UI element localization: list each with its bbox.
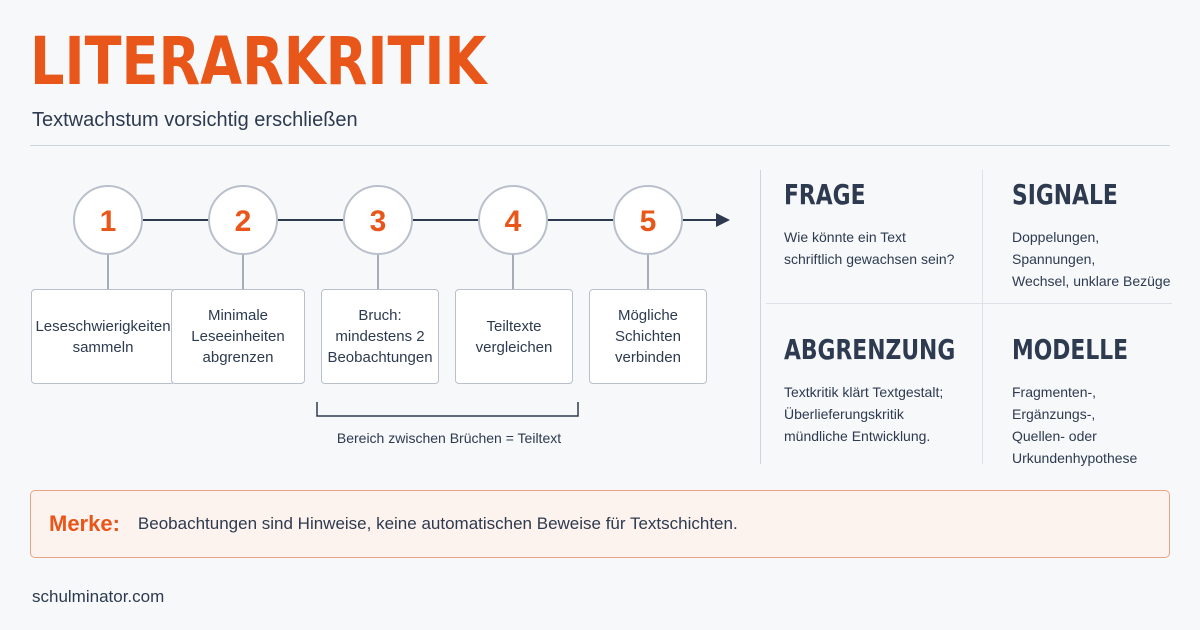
step-number-1: 1 [99,205,117,238]
grid-cell-modelle [1012,333,1182,469]
grid-cell-frage [784,178,974,270]
flow-arrowhead [716,213,730,227]
grid-cell-title: MODELLE [1012,333,1129,366]
grid-cell-title: SIGNALE [1012,178,1118,211]
grid-horizontal-divider [766,303,1172,304]
process-flow-diagram [0,0,760,480]
grid-cell-text: Textkritik klärt Textgestalt; Überlieferungskritik mündliche Entwicklung. [784,384,944,444]
grid-vertical-divider [982,170,983,464]
note-label: Merke: [49,511,120,536]
step-box-2: Minimale Leseeinheiten abgrenzen [171,289,305,384]
note-text: Beobachtungen sind Hinweise, keine automatischen Beweise für Textschichten. [137,514,738,533]
step-number-3: 3 [369,205,387,238]
range-bracket [317,402,578,416]
grid-cell-title: ABGRENZUNG [784,333,956,366]
step-box-1: Leseschwierigkeiten sammeln [31,289,175,384]
step-box-3: Bruch: mindestens 2 Beobachtungen [321,289,439,384]
grid-cell-text: Doppelungen, Spannungen, Wechsel, unklare Bezüge [1012,229,1171,289]
section-divider [760,170,761,464]
page-title: LITERARKRITIK [30,23,487,100]
step-number-2: 2 [234,205,252,238]
page-subtitle: Textwachstum vorsichtig erschließen [32,109,358,131]
range-label: Bereich zwischen Brüchen = Teiltext [336,430,562,446]
grid-cell-title: FRAGE [784,178,866,211]
step-box-5: Mögliche Schichten verbinden [589,289,707,384]
note-box [30,490,1170,558]
step-number-4: 4 [504,205,522,238]
grid-cell-text: Fragmenten-, Ergänzungs-, Quellen- oder Urkundenhypothese [1012,384,1138,466]
grid-cell-abgrenzung [784,333,974,447]
grid-cell-signale [1012,178,1182,292]
step-box-4: Teiltexte vergleichen [455,289,573,384]
step-number-5: 5 [639,205,657,238]
footer-site: schulminator.com [32,587,165,606]
grid-cell-text: Wie könnte ein Text schriftlich gewachsen sein? [784,229,955,267]
